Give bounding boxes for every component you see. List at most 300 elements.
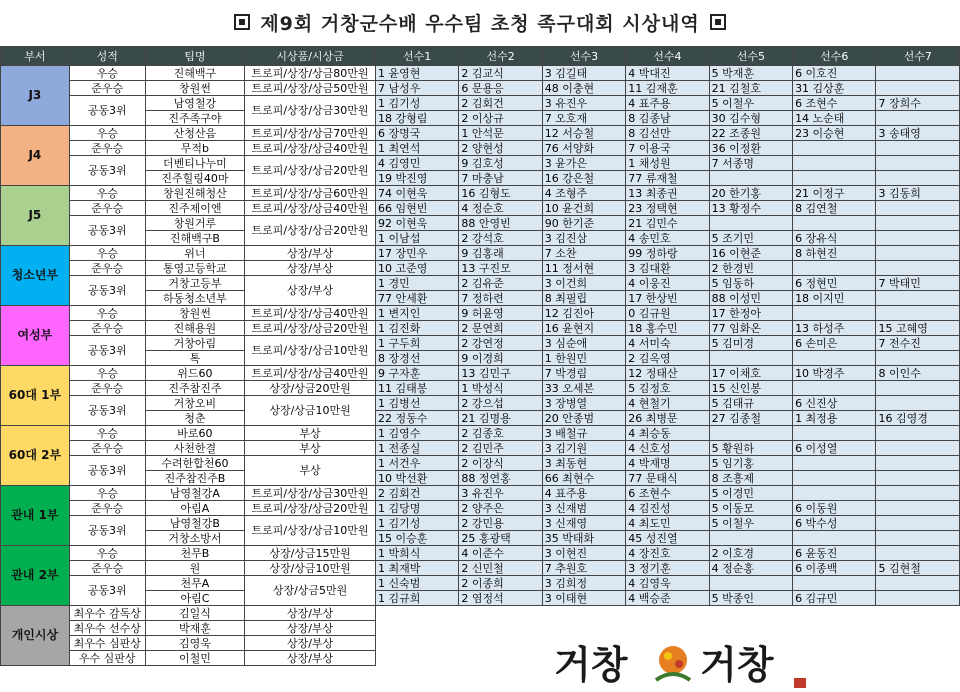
player-cell: 16 이현준 (709, 246, 792, 261)
table-row (1, 186, 960, 201)
player-cell: 2 김옥영 (626, 351, 709, 366)
player-cell (793, 216, 876, 231)
player-cell: 66 최현수 (542, 471, 625, 486)
table-row (1, 591, 960, 606)
player-cell (793, 576, 876, 591)
header-cell: 선수6 (793, 47, 876, 66)
player-cell: 3 이태현 (542, 591, 625, 606)
rank-cell: 준우승 (69, 141, 145, 156)
player-cell: 11 김재훈 (626, 81, 709, 96)
player-cell: 88 안영빈 (459, 216, 542, 231)
team-cell: 위드60 (145, 366, 244, 381)
player-cell: 35 박태화 (542, 531, 625, 546)
player-cell: 6 조현수 (793, 96, 876, 111)
player-cell (793, 306, 876, 321)
team-cell: 거창아림 (145, 336, 244, 351)
prize-cell: 상장/상금20만원 (245, 381, 376, 396)
header-cell: 성적 (69, 47, 145, 66)
player-cell: 1 김당명 (375, 501, 458, 516)
player-cell: 10 박선환 (375, 471, 458, 486)
team-cell: 무적b (145, 141, 244, 156)
player-cell (876, 306, 960, 321)
team-cell: 거창소방서 (145, 531, 244, 546)
recipient-cell: 김영욱 (145, 636, 244, 651)
recipient-cell: 박재훈 (145, 621, 244, 636)
player-cell: 16 강은철 (542, 171, 625, 186)
player-cell: 20 한기홍 (709, 186, 792, 201)
player-cell: 1 최재박 (375, 561, 458, 576)
team-cell: 진주족구야 (145, 111, 244, 126)
player-cell: 21 이정구 (793, 186, 876, 201)
player-cell: 7 정하련 (459, 291, 542, 306)
prize-cell: 트로피/상장/상금40만원 (245, 366, 376, 381)
player-cell: 9 이경희 (459, 351, 542, 366)
player-cell: 20 안종범 (542, 411, 625, 426)
player-cell: 1 안석문 (459, 126, 542, 141)
player-cell: 10 고준영 (375, 261, 458, 276)
player-cell: 76 서양화 (542, 141, 625, 156)
table-row (1, 366, 960, 381)
player-cell: 5 김정호 (626, 381, 709, 396)
rank-cell: 공동3위 (69, 456, 145, 486)
team-cell: 위너 (145, 246, 244, 261)
prize-cell: 상장/부상 (245, 606, 376, 621)
player-cell (876, 156, 960, 171)
player-cell: 5 이철우 (709, 96, 792, 111)
player-cell (876, 291, 960, 306)
rank-cell: 공동3위 (69, 156, 145, 186)
player-cell: 11 김태봉 (375, 381, 458, 396)
division-cell: 청소년부 (1, 246, 70, 306)
player-cell: 12 서승철 (542, 126, 625, 141)
player-cell (876, 81, 960, 96)
player-cell: 3 윤가은 (542, 156, 625, 171)
player-cell (876, 351, 960, 366)
prize-cell: 트로피/상장/상금30만원 (245, 96, 376, 126)
player-cell: 7 이용국 (626, 141, 709, 156)
player-cell: 12 정태산 (626, 366, 709, 381)
table-row (1, 141, 960, 156)
rank-cell: 우승 (69, 246, 145, 261)
player-cell: 17 한상빈 (626, 291, 709, 306)
player-cell: 1 한원민 (542, 351, 625, 366)
prize-cell: 트로피/상장/상금30만원 (245, 486, 376, 501)
player-cell: 7 서종명 (709, 156, 792, 171)
player-cell: 4 박대진 (626, 66, 709, 81)
prize-cell: 상장/부상 (245, 636, 376, 651)
header-cell: 선수3 (542, 47, 625, 66)
table-row (1, 531, 960, 546)
player-cell: 17 장민우 (375, 246, 458, 261)
header-cell: 선수4 (626, 47, 709, 66)
player-cell (709, 531, 792, 546)
prize-cell: 트로피/상장/상금50만원 (245, 81, 376, 96)
player-cell: 4 조형주 (542, 186, 625, 201)
team-cell: 하동청소년부 (145, 291, 244, 306)
table-row (1, 351, 960, 366)
player-cell: 66 임현빈 (375, 201, 458, 216)
header-cell: 선수7 (876, 47, 960, 66)
table-row (1, 291, 960, 306)
player-cell: 3 이현진 (542, 546, 625, 561)
team-cell: 창원썬 (145, 306, 244, 321)
table-row (1, 231, 960, 246)
player-cell: 7 남성우 (375, 81, 458, 96)
player-cell: 31 김상훈 (793, 81, 876, 96)
rank-cell: 우승 (69, 126, 145, 141)
award-cell: 최우수 심판상 (69, 636, 145, 651)
player-cell (793, 486, 876, 501)
table-row (1, 156, 960, 171)
player-cell (876, 576, 960, 591)
player-cell: 2 이호경 (709, 546, 792, 561)
player-cell: 7 오호재 (542, 111, 625, 126)
player-cell (876, 516, 960, 531)
prize-cell: 트로피/상장/상금40만원 (245, 141, 376, 156)
player-cell: 9 허윤영 (459, 306, 542, 321)
player-cell: 9 구자훈 (375, 366, 458, 381)
table-row (1, 411, 960, 426)
table-row (1, 441, 960, 456)
player-cell: 11 정서현 (542, 261, 625, 276)
division-cell: J3 (1, 66, 70, 126)
player-cell: 3 신재영 (542, 516, 625, 531)
player-cell: 3 김대환 (626, 261, 709, 276)
player-cell (876, 486, 960, 501)
header-row (1, 47, 960, 66)
player-cell: 10 윤건희 (542, 201, 625, 216)
rank-cell: 공동3위 (69, 336, 145, 366)
player-cell: 8 김선만 (626, 126, 709, 141)
prize-cell: 트로피/상장/상금40만원 (245, 201, 376, 216)
player-cell: 26 최병문 (626, 411, 709, 426)
player-cell: 3 정기훈 (626, 561, 709, 576)
rank-cell: 공동3위 (69, 516, 145, 546)
player-cell: 16 김형도 (459, 186, 542, 201)
award-cell: 우수 심판상 (69, 651, 145, 666)
team-cell: 바로60 (145, 426, 244, 441)
header-cell: 팀명 (145, 47, 244, 66)
table-row (1, 276, 960, 291)
player-cell: 15 신인봉 (709, 381, 792, 396)
title-text: 제9회 거창군수배 우수팀 초청 족구대회 시상내역 (260, 12, 700, 35)
player-cell: 21 김민수 (626, 216, 709, 231)
player-cell: 4 장진호 (626, 546, 709, 561)
player-cell: 17 이채호 (709, 366, 792, 381)
player-cell: 8 하현진 (793, 246, 876, 261)
player-cell: 4 표주용 (626, 96, 709, 111)
player-cell: 2 문연희 (459, 321, 542, 336)
player-cell: 7 박경림 (542, 366, 625, 381)
player-cell: 2 강연정 (459, 336, 542, 351)
player-cell: 22 조종원 (709, 126, 792, 141)
team-cell: 남영철강B (145, 516, 244, 531)
player-cell: 6 장유식 (793, 231, 876, 246)
rank-cell: 준우승 (69, 501, 145, 516)
player-cell: 1 김진화 (375, 321, 458, 336)
team-cell: 거창오비 (145, 396, 244, 411)
player-cell (793, 141, 876, 156)
player-cell: 13 김민구 (459, 366, 542, 381)
player-cell: 8 조흥제 (709, 471, 792, 486)
player-cell: 48 이충현 (542, 81, 625, 96)
player-cell: 18 홍수민 (626, 321, 709, 336)
player-cell: 4 최승동 (626, 426, 709, 441)
team-cell: 더벤티나누미 (145, 156, 244, 171)
player-cell: 5 황원하 (709, 441, 792, 456)
player-cell: 1 구두희 (375, 336, 458, 351)
team-cell: 남영철강A (145, 486, 244, 501)
player-cell: 5 이동모 (709, 501, 792, 516)
player-cell (793, 171, 876, 186)
player-cell: 3 김길태 (542, 66, 625, 81)
player-cell: 74 이현욱 (375, 186, 458, 201)
team-cell: 수려한합천60 (145, 456, 244, 471)
team-cell: 남영철강 (145, 96, 244, 111)
prize-cell: 상장/상금5만원 (245, 576, 376, 606)
player-cell: 1 변지인 (375, 306, 458, 321)
player-cell: 3 이건희 (542, 276, 625, 291)
page-title (0, 0, 960, 44)
table-row (1, 381, 960, 396)
player-cell: 5 박재훈 (709, 66, 792, 81)
table-row (1, 501, 960, 516)
player-cell: 21 김명용 (459, 411, 542, 426)
prize-cell: 트로피/상장/상금10만원 (245, 336, 376, 366)
player-cell: 21 김철호 (709, 81, 792, 96)
prize-cell: 상장/부상 (245, 651, 376, 666)
prize-cell: 상장/상금15만원 (245, 546, 376, 561)
player-cell: 4 최도민 (626, 516, 709, 531)
player-cell (793, 351, 876, 366)
rank-cell: 우승 (69, 186, 145, 201)
player-cell: 6 이성열 (793, 441, 876, 456)
player-cell: 6 신진상 (793, 396, 876, 411)
table-row (1, 471, 960, 486)
award-cell: 최우수 감독상 (69, 606, 145, 621)
player-cell (709, 576, 792, 591)
player-cell: 7 전수진 (876, 336, 960, 351)
table-row (1, 576, 960, 591)
player-cell: 3 최동현 (542, 456, 625, 471)
header-cell: 부서 (1, 47, 70, 66)
player-cell: 3 신재범 (542, 501, 625, 516)
player-cell: 16 윤현지 (542, 321, 625, 336)
player-cell: 6 문용응 (459, 81, 542, 96)
player-cell: 1 채성원 (626, 156, 709, 171)
rank-cell: 우승 (69, 426, 145, 441)
table-row (1, 546, 960, 561)
player-cell: 33 오세본 (542, 381, 625, 396)
rank-cell: 우승 (69, 306, 145, 321)
team-cell: 천무A (145, 576, 244, 591)
team-cell: 창원거루 (145, 216, 244, 231)
table-row (1, 306, 960, 321)
table-row (1, 561, 960, 576)
player-cell: 1 경민 (375, 276, 458, 291)
team-cell: 원 (145, 561, 244, 576)
header-cell: 선수5 (709, 47, 792, 66)
player-cell: 15 고혜영 (876, 321, 960, 336)
team-cell: 아림C (145, 591, 244, 606)
team-cell: 진주힐링40마 (145, 171, 244, 186)
player-cell: 5 김태규 (709, 396, 792, 411)
player-cell: 4 김진성 (626, 501, 709, 516)
table-row (1, 111, 960, 126)
player-cell: 2 김회건 (375, 486, 458, 501)
header-cell: 선수1 (375, 47, 458, 66)
player-cell: 6 이호진 (793, 66, 876, 81)
prize-cell: 상장/상금10만원 (245, 561, 376, 576)
table-row (1, 96, 960, 111)
table-row (1, 216, 960, 231)
player-cell: 9 김호성 (459, 156, 542, 171)
player-cell: 5 이철우 (709, 516, 792, 531)
table-row (1, 66, 960, 81)
player-cell: 4 박재명 (626, 456, 709, 471)
player-cell: 3 유진우 (459, 486, 542, 501)
player-cell: 7 장희수 (876, 96, 960, 111)
player-cell: 4 표주용 (542, 486, 625, 501)
prize-cell: 상장/부상 (245, 246, 376, 261)
player-cell (793, 471, 876, 486)
division-cell: 관내 1부 (1, 486, 70, 546)
rank-cell: 공동3위 (69, 576, 145, 606)
player-cell: 5 김현철 (876, 561, 960, 576)
prize-cell: 상장/부상 (245, 621, 376, 636)
rank-cell: 준우승 (69, 201, 145, 216)
rank-cell: 우승 (69, 66, 145, 81)
player-cell: 6 박수성 (793, 516, 876, 531)
player-cell: 23 이승현 (793, 126, 876, 141)
player-cell (709, 216, 792, 231)
player-cell: 1 서건우 (375, 456, 458, 471)
player-cell: 15 이승훈 (375, 531, 458, 546)
table-row (1, 246, 960, 261)
recipient-cell: 이철민 (145, 651, 244, 666)
player-cell: 1 이남섭 (375, 231, 458, 246)
player-cell: 5 박종인 (709, 591, 792, 606)
player-cell (876, 66, 960, 81)
player-cell: 3 김진삼 (542, 231, 625, 246)
player-cell (876, 216, 960, 231)
player-cell: 4 이웅진 (626, 276, 709, 291)
player-cell: 2 양주은 (459, 501, 542, 516)
player-cell: 16 김영경 (876, 411, 960, 426)
player-cell: 22 정동수 (375, 411, 458, 426)
player-cell: 23 정택현 (626, 201, 709, 216)
player-cell: 1 김기성 (375, 96, 458, 111)
player-cell: 5 조기민 (709, 231, 792, 246)
player-cell: 2 이장식 (459, 456, 542, 471)
player-cell: 4 정순호 (459, 201, 542, 216)
team-cell: 청춘 (145, 411, 244, 426)
player-cell (876, 591, 960, 606)
player-cell: 6 장명국 (375, 126, 458, 141)
logo-emblem-icon (656, 646, 690, 680)
player-cell: 14 노순태 (793, 111, 876, 126)
geochang-logo (548, 634, 818, 692)
player-cell: 2 강으섭 (459, 396, 542, 411)
rank-cell: 우승 (69, 486, 145, 501)
player-cell: 90 한기준 (542, 216, 625, 231)
prize-cell: 트로피/상장/상금20만원 (245, 501, 376, 516)
player-cell: 4 백승준 (626, 591, 709, 606)
player-cell: 18 강형림 (375, 111, 458, 126)
team-cell: 천무B (145, 546, 244, 561)
player-cell: 4 현철기 (626, 396, 709, 411)
player-cell: 4 서미숙 (626, 336, 709, 351)
division-cell: 관내 2부 (1, 546, 70, 606)
player-cell: 2 김회건 (459, 96, 542, 111)
prize-cell: 트로피/상장/상금10만원 (245, 516, 376, 546)
player-cell: 1 김병선 (375, 396, 458, 411)
player-cell: 1 김영수 (375, 426, 458, 441)
rank-cell: 우승 (69, 366, 145, 381)
player-cell: 77 류재철 (626, 171, 709, 186)
player-cell: 19 박진영 (375, 171, 458, 186)
player-cell: 8 최필립 (542, 291, 625, 306)
player-cell (876, 531, 960, 546)
table-row (1, 81, 960, 96)
player-cell: 3 김동희 (876, 186, 960, 201)
table-row (1, 396, 960, 411)
player-cell: 7 추원호 (542, 561, 625, 576)
player-cell: 2 양현성 (459, 141, 542, 156)
player-cell: 1 윤영현 (375, 66, 458, 81)
team-cell: 창원진해청산 (145, 186, 244, 201)
player-cell: 5 이경민 (709, 486, 792, 501)
player-cell: 1 최연석 (375, 141, 458, 156)
prize-cell: 부상 (245, 426, 376, 441)
rank-cell: 준우승 (69, 441, 145, 456)
player-cell: 3 장병열 (542, 396, 625, 411)
player-cell (793, 261, 876, 276)
prize-cell: 트로피/상장/상금80만원 (245, 66, 376, 81)
prize-cell: 부상 (245, 441, 376, 456)
player-cell: 77 임화온 (709, 321, 792, 336)
player-cell: 3 김기원 (542, 441, 625, 456)
player-cell (876, 246, 960, 261)
player-cell: 99 정하랑 (626, 246, 709, 261)
player-cell: 4 김영욱 (626, 576, 709, 591)
division-cell: 개인시상 (1, 606, 70, 666)
division-cell: 여성부 (1, 306, 70, 366)
table-row (1, 606, 960, 621)
player-cell: 8 이인수 (876, 366, 960, 381)
player-cell: 2 김민주 (459, 441, 542, 456)
player-cell: 92 이현욱 (375, 216, 458, 231)
table-row (1, 456, 960, 471)
player-cell (876, 426, 960, 441)
prize-cell: 트로피/상장/상금20만원 (245, 321, 376, 336)
rank-cell: 공동3위 (69, 96, 145, 126)
player-cell: 8 김연철 (793, 201, 876, 216)
rank-cell: 준우승 (69, 321, 145, 336)
player-cell (876, 141, 960, 156)
player-cell (876, 231, 960, 246)
logo-text-left: 거창 (554, 643, 628, 687)
player-cell: 10 박경주 (793, 366, 876, 381)
player-cell: 1 전종실 (375, 441, 458, 456)
player-cell: 6 손미은 (793, 336, 876, 351)
player-cell (793, 381, 876, 396)
player-cell: 9 김홍래 (459, 246, 542, 261)
player-cell: 12 김진아 (542, 306, 625, 321)
player-cell: 6 윤동진 (793, 546, 876, 561)
player-cell: 7 박태민 (876, 276, 960, 291)
prize-cell: 트로피/상장/상금60만원 (245, 186, 376, 201)
